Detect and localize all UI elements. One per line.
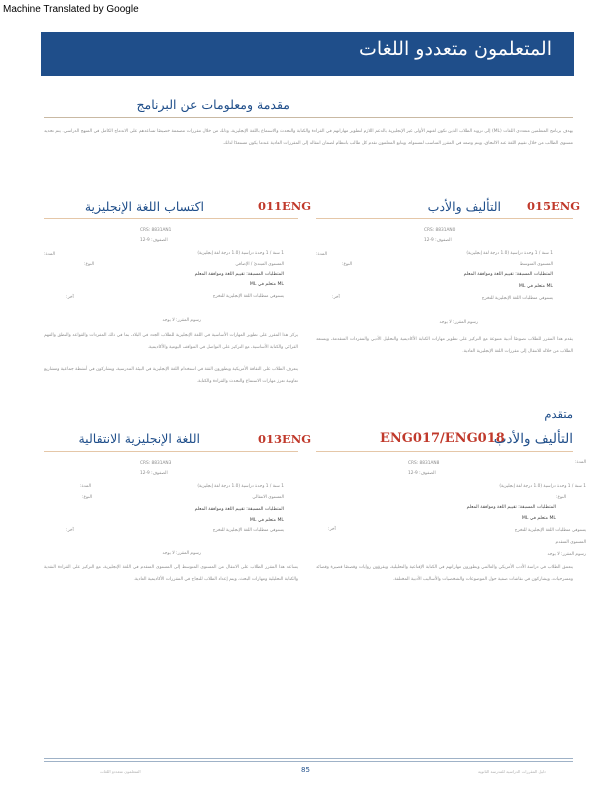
course-code: 015ENG <box>527 199 581 213</box>
course-fee: رسوم المقرر: لا يوجد <box>162 318 201 323</box>
machine-translated-label: Machine Translated by Google <box>3 4 139 15</box>
field-value: المستوى المتوسط <box>519 262 553 267</box>
course-divider <box>316 451 573 452</box>
field-value: ML متعلم في ML <box>249 518 284 523</box>
field-value: المتطلبات المسبقة: تقييم اللغة وموافقة المعلم <box>466 505 556 510</box>
field-value: ML متعلم في ML <box>249 282 284 287</box>
intro-heading: مقدمة ومعلومات عن البرنامج <box>136 97 290 112</box>
field-value: يستوفي متطلبات اللغة الإنجليزية للتخرج <box>481 296 553 301</box>
course-grades: الصفوف: 9-12 <box>140 238 168 243</box>
field-value: المتطلبات المسبقة: تقييم اللغة وموافقة المعلم <box>194 272 284 277</box>
course-fee: رسوم المقرر: لا يوجد <box>162 551 201 556</box>
course-grades: الصفوف: 9-12 <box>424 238 452 243</box>
field-value: 1 سنة / 1 وحدة دراسية (1.0 درجة لغة إنجليزية) <box>197 251 284 256</box>
course-description: يقدم هذا المقرر للطلاب نصوصًا أدبية متنوعة مع التركيز على تطوير مهارات الكتابة الأكاديمية والتحليل الأدبي والمفردات المتقدمة، ويستعد الطلاب من خلاله للانتقال إلى مقررات اللغة الإنجليزية العادية. <box>316 337 573 354</box>
field-label: المدة: <box>44 252 55 257</box>
field-label: النوع: <box>342 262 353 267</box>
field-value: المتطلبات المسبقة: تقييم اللغة وموافقة المعلم <box>194 507 284 512</box>
course-title: اكتساب اللغة الإنجليزية <box>84 199 204 214</box>
field-label: النوع: <box>556 495 567 500</box>
field-label: النوع: <box>84 262 95 267</box>
field-label: المدة: <box>80 484 91 489</box>
course-code: ENG017/ENG018 <box>380 431 505 446</box>
field-value: 1 سنة / 1 وحدة دراسية (1.0 درجة لغة إنجليزية) <box>197 484 284 489</box>
field-label: آخر: <box>66 295 74 300</box>
course-description: يركز هذا المقرر على تطوير المهارات الأساسية في اللغة الإنجليزية للطلاب الجدد في البلاد، بما في ذلك المفردات والقواعد والنطق والفهم القرائي والكتابة الأساسية، مع التركيز على التواصل في المواقف اليومية والأكاديمية. <box>44 333 298 350</box>
field-value: ML متعلم في ML <box>518 284 553 289</box>
field-value: المستوى المبتدئ / الإضافي <box>235 262 284 267</box>
footer-divider <box>44 761 573 762</box>
course-description: يتعمق الطلاب في دراسة الأدب الأمريكي والعالمي ويطورون مهاراتهم في الكتابة الإقناعية والتحليلية، ويقرؤون روايات وقصصًا قصيرة وقصائد ومسرحيات، ويشاركون في نقاشات صفية حول الموضوعات والشخصيات والأساليب الأدبية المختلفة. <box>316 565 573 582</box>
course-code: 013ENG <box>258 432 312 446</box>
field-label: المدة: <box>316 252 327 257</box>
field-label: آخر: <box>66 528 74 533</box>
field-value: يستوفي متطلبات اللغة الإنجليزية للتخرج <box>514 528 586 533</box>
field-value: المستوى الانتقالي <box>252 495 284 500</box>
field-label: النوع: <box>82 495 93 500</box>
field-value: 1 سنة / 1 وحدة دراسية (1.0 درجة لغة إنجليزية) <box>466 251 553 256</box>
field-label: المدة: <box>575 460 586 465</box>
header-banner <box>41 32 574 76</box>
course-title: اللغة الإنجليزية الانتقالية <box>78 431 200 446</box>
course-title: التأليف والأدب <box>427 199 501 214</box>
field-value: ML متعلم في ML <box>521 516 556 521</box>
course-grades: الصفوف: 9-12 <box>408 471 436 476</box>
field-label: آخر: <box>332 295 340 300</box>
course-title: التأليف والأدب <box>493 431 573 447</box>
course-fee: رسوم المقرر: لا يوجد <box>439 320 478 325</box>
course-description: يتعرف الطلاب على الثقافة الأمريكية ويطورون الثقة في استخدام اللغة الإنجليزية في البيئة المدرسية، ويشاركون في أنشطة جماعية ومشاريع تعاونية تعزز مهارات الاستماع والتحدث والقراءة والكتابة. <box>44 367 298 384</box>
advanced-heading: متقدم <box>544 407 573 421</box>
footer-right-text: دليل المقررات الدراسية للمدرسة الثانوية <box>478 769 546 774</box>
field-value: المتطلبات المسبقة: تقييم اللغة وموافقة المعلم <box>463 272 553 277</box>
page-title: المتعلمون متعددو اللغات <box>359 38 552 60</box>
course-number: CRS: 8831AN3 <box>140 461 172 466</box>
course-fee: رسوم المقرر: لا يوجد <box>547 552 586 557</box>
course-number: CRS: 8831AN8 <box>408 461 440 466</box>
field-label: آخر: <box>328 527 336 532</box>
field-value: المستوى المتقدم <box>555 540 586 545</box>
field-value: يستوفي متطلبات اللغة الإنجليزية للتخرج <box>212 294 284 299</box>
course-description: يساعد هذا المقرر الطلاب على الانتقال من المستوى المتوسط إلى المستوى المتقدم في اللغة الإنجليزية، مع التركيز على القراءة النقدية والكتابة التحليلية ومهارات البحث، ويتم إعداد الطلاب للنجاح في المقررات الأكاديمية العادية. <box>44 565 298 582</box>
field-value: يستوفي متطلبات اللغة الإنجليزية للتخرج <box>212 528 284 533</box>
course-code: 011ENG <box>258 199 312 213</box>
course-divider <box>316 218 573 219</box>
footer-left-text: المتعلمون متعددو اللغات <box>100 769 141 774</box>
course-number: CRS: 8831AN1 <box>140 228 172 233</box>
course-divider <box>44 451 298 452</box>
course-divider <box>44 218 298 219</box>
intro-paragraph: يهدف برنامج المتعلمين متعددي اللغات (ML) إلى تزويد الطلاب الذين تكون لغتهم الأولى غير الإنجليزية بالدعم اللازم لتطوير مهاراتهم في القراءة والكتابة والتحدث والاستماع باللغة الإنجليزية، وذلك من خلال مقررات مصممة خصيصًا تساعدهم على الاندماج الكامل في المنهج الدراسي. يتم تحديد مستوى الطالب من خلال تقييم اللغة عند الالتحاق، ويتم وضعه في المقرر المناسب لمستواه، ويتابع المعلمون تقدم كل طالب بانتظام لضمان انتقاله إلى المقررات العادية عندما يكون مستعدًا لذلك. <box>44 129 573 146</box>
intro-divider <box>44 117 573 118</box>
footer-divider <box>44 758 573 759</box>
course-grades: الصفوف: 9-12 <box>140 471 168 476</box>
field-value: 1 سنة / 1 وحدة دراسية (1.0 درجة لغة إنجليزية) <box>499 484 586 489</box>
page-number: 85 <box>301 766 310 774</box>
course-number: CRS: 8831AN0 <box>424 228 456 233</box>
